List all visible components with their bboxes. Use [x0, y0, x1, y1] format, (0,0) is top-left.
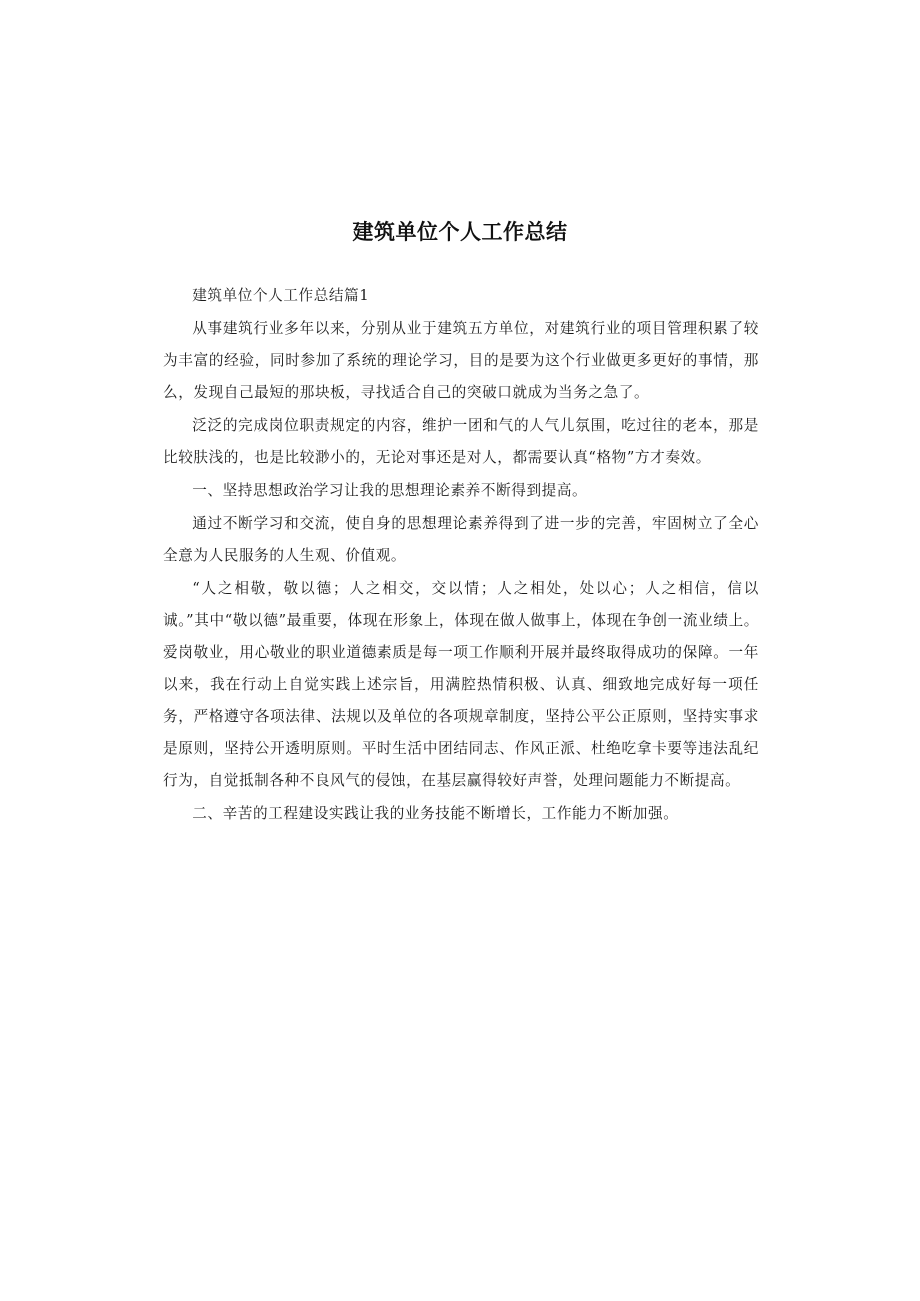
section-heading: 建筑单位个人工作总结篇1: [192, 287, 370, 304]
document-body: [163, 280, 759, 831]
paragraph: “人之相敬，敬以德；人之相交，交以情；人之相处，处以心；人之相信，信以诚。”其中“敬以德”最重要，体现在形象上，体现在做人做事上，体现在争创一流业绩上。爱岗敬业，用心敬业的职业道德素质是每一项工作顺利开展并最终取得成功的保障。一年以来，我在行动上自觉实践上述宗旨，用满腔热情积极、认真、细致地完成好每一项任务，严格遵守各项法律、法规以及单位的各项规章制度，坚持公平公正原则，坚持实事求是原则，坚持公开透明原则。平时生活中团结同志、作风正派、杜绝吃拿卡要等违法乱纪行为，自觉抵制各种不良风气的侵蚀，在基层赢得较好声誉，处理问题能力不断提高。: [163, 580, 759, 789]
paragraph: 通过不断学习和交流，使自身的思想理论素养得到了进一步的完善，牢固树立了全心全意为人民服务的人生观、价值观。: [163, 515, 759, 564]
paragraph-heading-2: 二、辛苦的工程建设实践让我的业务技能不断增长，工作能力不断加强。: [192, 805, 679, 822]
paragraph: 从事建筑行业多年以来，分别从业于建筑五方单位，对建筑行业的项目管理积累了较为丰富的经验，同时参加了系统的理论学习，目的是要为这个行业做更多更好的事情，那么，发现自己最短的那块板，寻找适合自己的突破口就成为当务之急了。: [163, 320, 759, 401]
document-title: 建筑单位个人工作总结: [352, 220, 568, 244]
paragraph-heading-1: 一、坚持思想政治学习让我的思想理论素养不断得到提高。: [192, 482, 588, 499]
paragraph: 泛泛的完成岗位职责规定的内容，维护一团和气的人气儿氛围，吃过往的老本，那是比较肤浅的，也是比较渺小的，无论对事还是对人，都需要认真“格物”方才奏效。: [163, 417, 759, 466]
